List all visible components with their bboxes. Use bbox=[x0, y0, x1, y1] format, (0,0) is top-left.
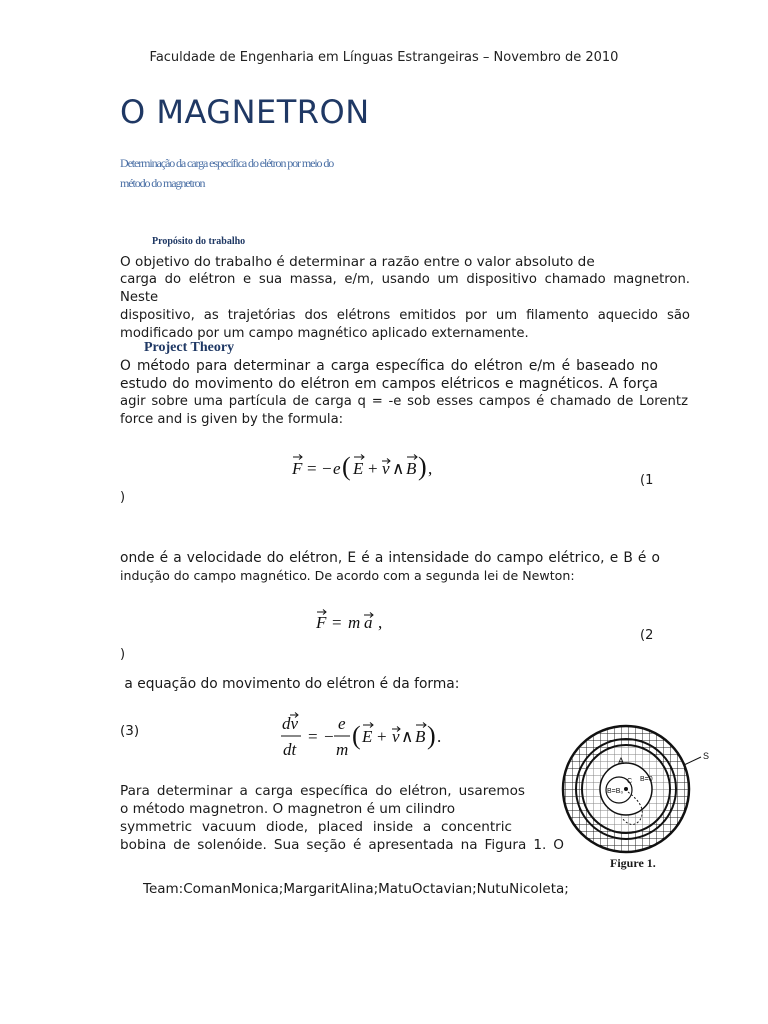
team-line: Team:ComanMonica;MargaritAlina;MatuOctavian;NutuNicoleta; bbox=[143, 881, 569, 897]
svg-text:B: B bbox=[415, 727, 426, 746]
equation-motion bbox=[278, 712, 448, 762]
equation-3-number: (3) bbox=[120, 723, 140, 739]
subtitle-line-1: Determinação da carga específica do elétron por meio do bbox=[120, 156, 334, 170]
svg-text:e: e bbox=[338, 714, 346, 733]
equation-1-number: (1 bbox=[640, 473, 654, 488]
svg-text:=: = bbox=[332, 613, 342, 632]
magnetron-line-1: Para determinar a carga específica do elétron, usaremos bbox=[120, 783, 525, 799]
magnetron-line-3: symmetric vacuum diode, placed inside a concentric bbox=[120, 819, 512, 835]
svg-text:dv: dv bbox=[282, 714, 299, 733]
svg-text:+: + bbox=[368, 459, 378, 478]
purpose-line-3: dispositivo, as trajetórias dos elétrons emitidos por um filamento aquecido são bbox=[120, 308, 690, 323]
magnetron-line-4: bobina de solenóide. Sua seção é apresentada na Figura 1. O bbox=[120, 837, 564, 853]
equation-2-number: (2 bbox=[640, 628, 654, 643]
purpose-line-2: carga do elétron e sua massa, e/m, usando um dispositivo chamado magnetron. Neste bbox=[120, 272, 690, 305]
svg-text:∧: ∧ bbox=[401, 727, 414, 746]
svg-text:m: m bbox=[336, 740, 349, 759]
theory-line-2: estudo do movimento do elétron em campos elétricos e magnéticos. A força bbox=[120, 376, 658, 392]
svg-text:v: v bbox=[382, 459, 390, 478]
equation-lorentz-force bbox=[288, 450, 438, 484]
svg-text:v: v bbox=[392, 727, 400, 746]
svg-text:+: + bbox=[377, 727, 387, 746]
svg-text:dt: dt bbox=[283, 740, 297, 759]
purpose-line-1: O objetivo do trabalho é determinar a razão entre o valor absoluto de bbox=[120, 254, 595, 270]
figure-label-b0: B=0 bbox=[640, 776, 653, 783]
page-header: Faculdade de Engenharia em Línguas Estrangeiras – Novembro de 2010 bbox=[149, 50, 619, 65]
svg-text:−: − bbox=[322, 459, 332, 478]
after-eq2-text: a equação do movimento do elétron é da forma: bbox=[120, 676, 460, 692]
equation-1-number-close: ) bbox=[120, 490, 126, 505]
subtitle bbox=[120, 153, 390, 193]
equation-2-number-close: ) bbox=[120, 647, 126, 662]
figure-label-c: C bbox=[627, 778, 633, 785]
purpose-heading: Propósito do trabalho bbox=[152, 236, 246, 247]
svg-text:): ) bbox=[427, 721, 436, 750]
purpose-line-4: modificado por um campo magnético aplicado externamente. bbox=[120, 326, 529, 341]
svg-text:(: ( bbox=[352, 721, 361, 750]
svg-text:.: . bbox=[437, 727, 442, 746]
figure-caption: Figure 1. bbox=[610, 856, 656, 870]
svg-text:a: a bbox=[364, 613, 373, 632]
svg-text:=: = bbox=[308, 727, 318, 746]
svg-text:E: E bbox=[362, 727, 373, 746]
theory-line-3: agir sobre uma partícula de carga q = -e sob esses campos é chamado de Lorentz bbox=[120, 394, 688, 409]
theory-heading: Project Theory bbox=[144, 340, 235, 355]
svg-text:B: B bbox=[406, 459, 417, 478]
svg-text:=: = bbox=[307, 459, 317, 478]
theory-paragraph bbox=[120, 357, 688, 429]
svg-text:E: E bbox=[353, 459, 364, 478]
subtitle-line-2: método do magnetron bbox=[120, 176, 205, 190]
svg-text:−: − bbox=[324, 727, 334, 746]
purpose-paragraph bbox=[120, 253, 690, 343]
figure-label-a: A bbox=[618, 756, 625, 766]
after-eq1-line-1: onde é a velocidade do elétron, E é a intensidade do campo elétrico, e B é o bbox=[120, 550, 660, 566]
svg-text:,: , bbox=[428, 459, 433, 478]
svg-text:m: m bbox=[348, 613, 361, 632]
svg-text:): ) bbox=[418, 452, 427, 481]
equation-newton bbox=[312, 606, 392, 636]
magnetron-line-2: o método magnetron. O magnetron é um cilindro bbox=[120, 801, 456, 817]
theory-line-1: O método para determinar a carga específica do elétron e/m é baseado no bbox=[120, 358, 658, 374]
figure-label-bb0: B=B₀ bbox=[607, 788, 624, 795]
magnetron-figure bbox=[558, 712, 718, 872]
svg-text:F: F bbox=[316, 613, 327, 632]
svg-text:(: ( bbox=[342, 452, 351, 481]
theory-line-4: force and is given by the formula: bbox=[120, 412, 344, 427]
svg-text:∧: ∧ bbox=[392, 459, 405, 478]
svg-text:F: F bbox=[292, 459, 303, 478]
magnetron-paragraph bbox=[120, 782, 564, 854]
svg-text:,: , bbox=[378, 613, 383, 632]
after-eq1-paragraph bbox=[120, 549, 660, 585]
page-title: O MAGNETRON bbox=[120, 93, 370, 131]
figure-label-s: S bbox=[703, 751, 710, 761]
after-eq1-line-2: indução do campo magnético. De acordo com a segunda lei de Newton: bbox=[120, 568, 575, 583]
svg-text:e: e bbox=[333, 459, 341, 478]
